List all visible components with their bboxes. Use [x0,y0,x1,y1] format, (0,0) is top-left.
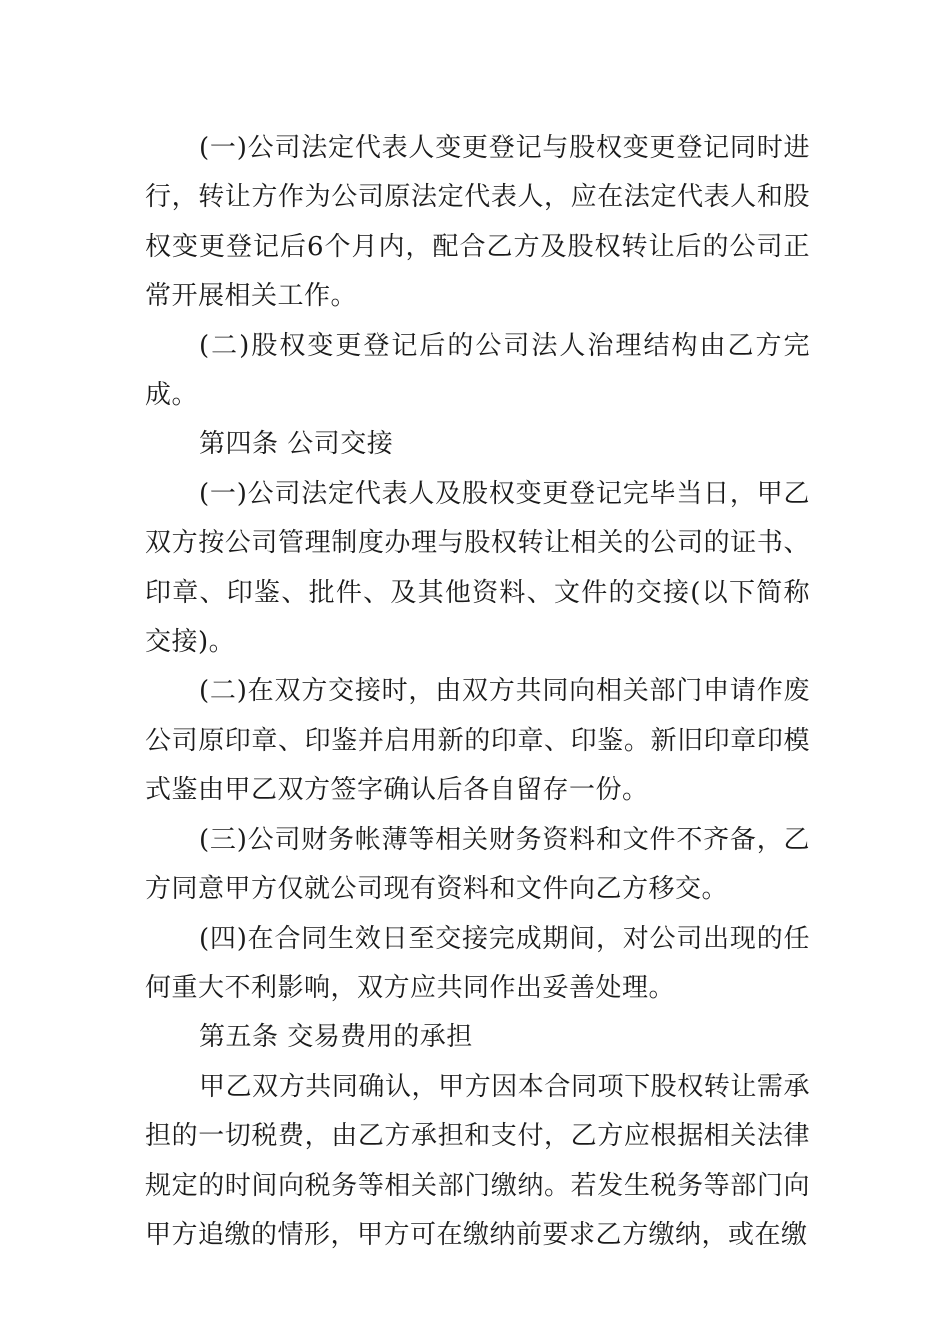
document-body [145,124,810,1260]
paragraph-financial-records: (三)公司财务帐薄等相关财务资料和文件不齐备，乙方同意甲方仅就公司现有资料和文件向乙方移交。 [145,824,810,905]
paragraph-transaction-costs: 甲乙双方共同确认，甲方因本合同项下股权转让需承担的一切税费，由乙方承担和支付，乙方应根据相关法律规定的时间向税务等相关部门缴纳。若发生税务等部门向甲方追缴的情形，甲方可在缴纳前要求乙方缴纳，或在缴 [145,1071,810,1250]
paragraph-seal-replacement: (二)在双方交接时，由双方共同向相关部门申请作废公司原印章、印鉴并启用新的印章、印鉴。新旧印章印模式鉴由甲乙双方签字确认后各自留存一份。 [145,676,810,806]
paragraph-legal-rep-change: (一)公司法定代表人变更登记与股权变更登记同时进行，转让方作为公司原法定代表人，应在法定代表人和股权变更登记后6个月内，配合乙方及股权转让后的公司正常开展相关工作。 [145,133,810,312]
article-5-heading: 第五条 交易费用的承担 [199,1022,473,1053]
article-4-heading: 第四条 公司交接 [199,429,394,460]
paragraph-adverse-effects: (四)在合同生效日至交接完成期间，对公司出现的任何重大不利影响，双方应共同作出妥善处理。 [145,923,810,1003]
paragraph-governance-structure: (二)股权变更登记后的公司法人治理结构由乙方完成。 [145,330,810,411]
paragraph-handover-documents: (一)公司法定代表人及股权变更登记完毕当日，甲乙双方按公司管理制度办理与股权转让相关的公司的证书、印章、印鉴、批件、及其他资料、文件的交接(以下简称交接)。 [145,478,810,658]
